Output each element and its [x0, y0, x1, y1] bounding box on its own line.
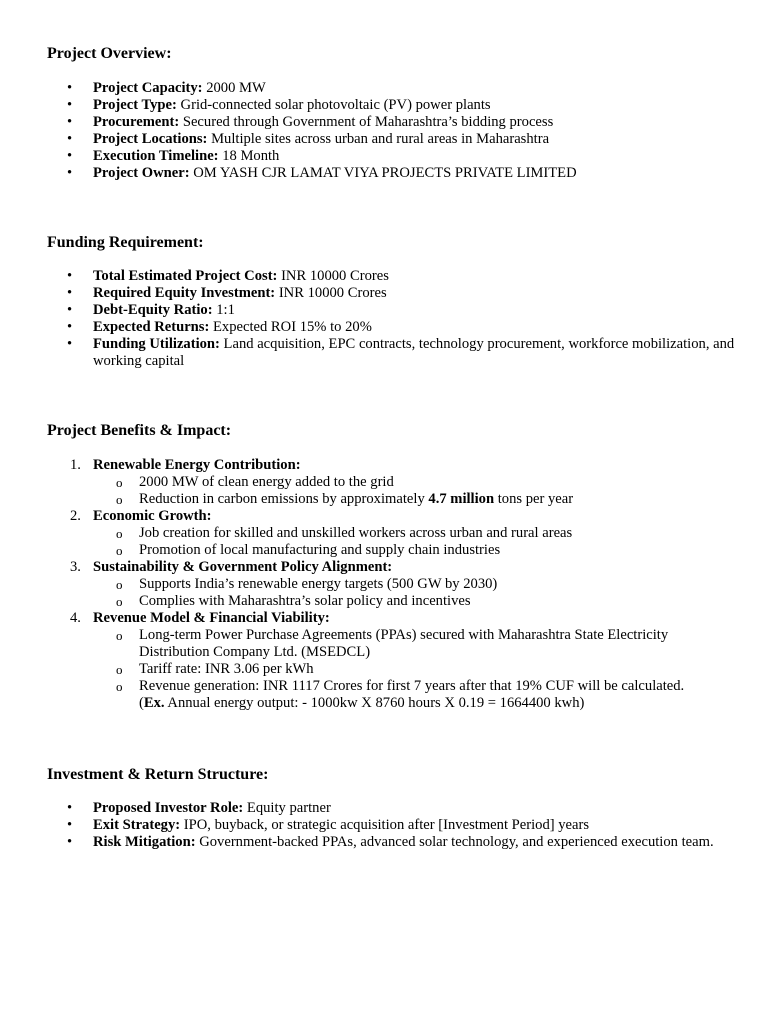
sub-item: o Supports India’s renewable energy targets (500 GW by 2030) [93, 576, 737, 593]
sub-item: o 2000 MW of clean energy added to the grid [93, 474, 737, 491]
sub-list [93, 474, 737, 508]
investment-list [47, 800, 737, 851]
numbered-item: 4. Revenue Model & Financial Viability: o Long-term Power Purchase Agreements (PPAs) secured with Maharashtra State Electricity Distribution Company Ltd. (MSEDCL) o Tariff rate: INR 3.06 per kWh o Revenue generation: INR 1117 Crores for first 7 years after that 19% CUF will be calculated. (Ex. Annual energy output: - 1000kw X 8760 hours X 0.19 = 1664400 kwh) [47, 610, 737, 712]
list-item: • Exit Strategy: IPO, buyback, or strategic acquisition after [Investment Period] years [47, 817, 737, 834]
section-heading-funding: Funding Requirement: [47, 234, 204, 251]
sub-list [93, 525, 737, 559]
list-item: • Procurement: Secured through Government of Maharashtra’s bidding process [47, 114, 737, 131]
funding-list [47, 268, 737, 370]
overview-list [47, 80, 737, 182]
sub-item: o Promotion of local manufacturing and supply chain industries [93, 542, 737, 559]
section-heading-overview: Project Overview: [47, 45, 172, 62]
list-item: • Expected Returns: Expected ROI 15% to 20% [47, 319, 737, 336]
numbered-item: 2. Economic Growth: o Job creation for skilled and unskilled workers across urban and rural areas o Promotion of local manufacturing and supply chain industries [47, 508, 737, 559]
list-item: • Total Estimated Project Cost: INR 10000 Crores [47, 268, 737, 285]
sub-item: o Job creation for skilled and unskilled workers across urban and rural areas [93, 525, 737, 542]
list-item: • Project Locations: Multiple sites across urban and rural areas in Maharashtra [47, 131, 737, 148]
list-item: • Debt-Equity Ratio: 1:1 [47, 302, 737, 319]
list-item: • Required Equity Investment: INR 10000 Crores [47, 285, 737, 302]
sub-item: o Long-term Power Purchase Agreements (PPAs) secured with Maharashtra State Electricity Distribution Company Ltd. (MSEDCL) [93, 627, 737, 661]
benefits-list [47, 457, 737, 712]
sub-item: o Complies with Maharashtra’s solar policy and incentives [93, 593, 737, 610]
sub-list [93, 576, 737, 610]
list-item: • Funding Utilization: Land acquisition, EPC contracts, technology procurement, workforce mobilization, and working capital [47, 336, 737, 370]
list-item: • Project Type: Grid-connected solar photovoltaic (PV) power plants [47, 97, 737, 114]
sub-item: o Revenue generation: INR 1117 Crores for first 7 years after that 19% CUF will be calculated. (Ex. Annual energy output: - 1000kw X 8760 hours X 0.19 = 1664400 kwh) [93, 678, 737, 712]
numbered-item: 1. Renewable Energy Contribution: o 2000 MW of clean energy added to the grid o Reduction in carbon emissions by approximately 4.7 million tons per year [47, 457, 737, 508]
list-item: • Execution Timeline: 18 Month [47, 148, 737, 165]
section-heading-benefits: Project Benefits & Impact: [47, 422, 232, 439]
list-item: • Project Capacity: 2000 MW [47, 80, 737, 97]
section-heading-investment: Investment & Return Structure: [47, 766, 269, 783]
sub-list [93, 627, 737, 712]
list-item: • Project Owner: OM YASH CJR LAMAT VIYA PROJECTS PRIVATE LIMITED [47, 165, 737, 182]
list-item: • Risk Mitigation: Government-backed PPAs, advanced solar technology, and experienced execution team. [47, 834, 737, 851]
list-item: • Proposed Investor Role: Equity partner [47, 800, 737, 817]
sub-item: o Reduction in carbon emissions by approximately 4.7 million tons per year [93, 491, 737, 508]
numbered-item: 3. Sustainability & Government Policy Alignment: o Supports India’s renewable energy targets (500 GW by 2030) o Complies with Maharashtra’s solar policy and incentives [47, 559, 737, 610]
sub-item: o Tariff rate: INR 3.06 per kWh [93, 661, 737, 678]
